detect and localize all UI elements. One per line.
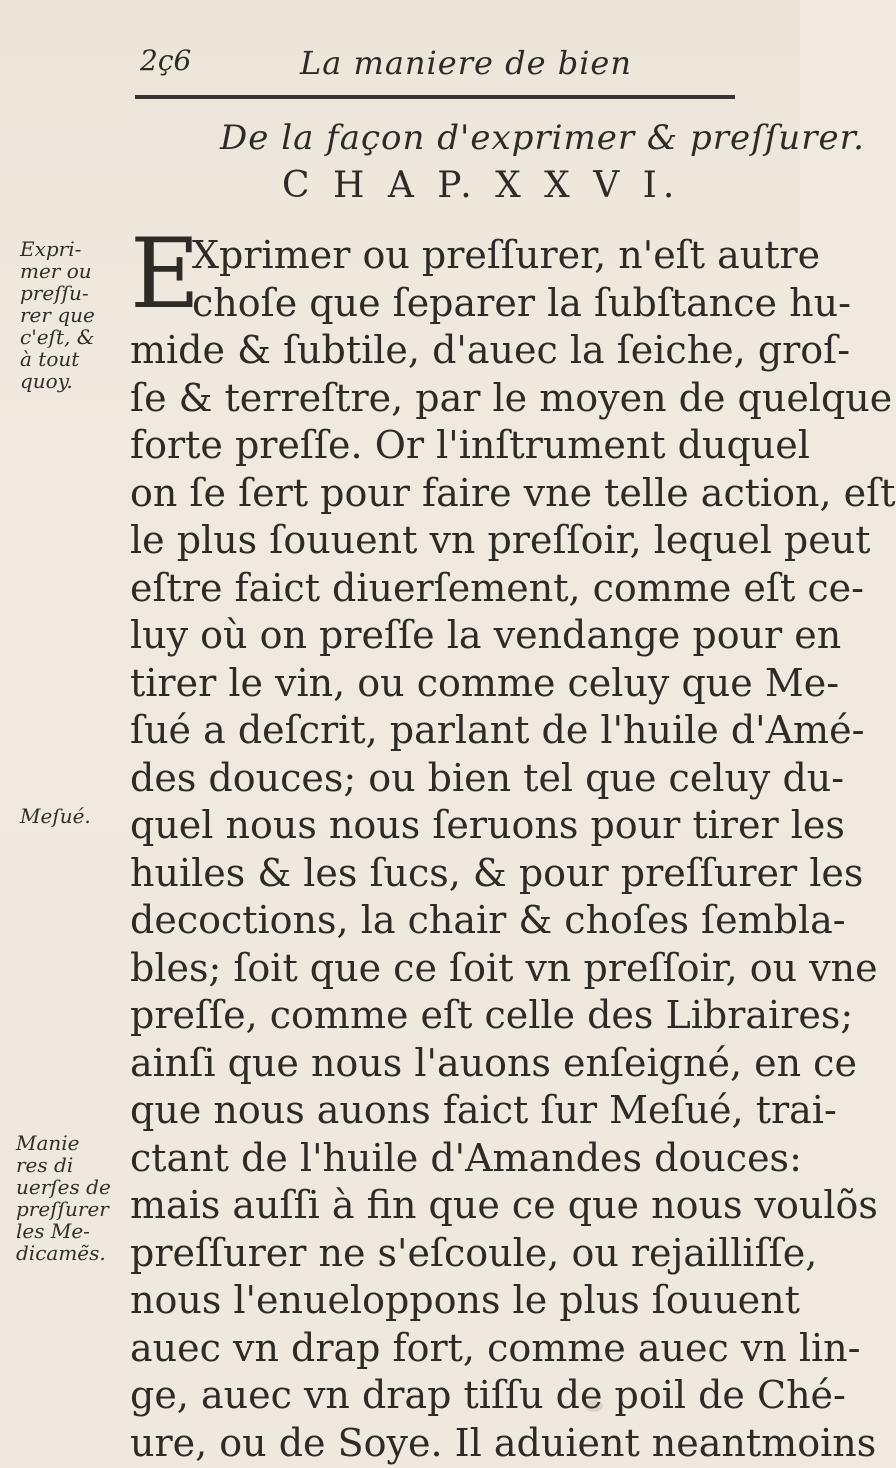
text-line: luy où on preſſe la vendange pour en [130,613,842,657]
text-line: que nous auons faict ſur Meſué, trai- [130,1088,837,1132]
drop-cap: E [130,218,201,330]
margin-note-line: à tout [20,347,80,371]
margin-note-line: quoy. [20,369,73,393]
margin-note-line: dicamẽs. [16,1241,106,1265]
margin-note-line: les Me- [16,1219,90,1243]
margin-note-line: preſſurer [16,1197,109,1221]
text-line: ge, auec vn drap tiſſu de poil de Ché- [130,1373,846,1417]
page-number: 2ç6 [140,44,192,77]
text-line: choſe que ſeparer la ſubſtance hu- [192,280,851,325]
text-line: ſe & terreſtre, par le moyen de quelque [130,375,893,420]
paper-stain [585,1400,603,1412]
section-title: De la façon d'exprimer & preſſurer. [220,118,865,158]
text-line: ainſi que nous l'auons enſeigné, en ce [130,1040,857,1085]
text-line: des douces; ou bien tel que celuy du- [130,755,845,800]
page-header [130,34,750,84]
text-line: forte preſſe. Or l'inſtrument duquel [130,423,810,467]
text-line: bles; ſoit que ce ſoit vn preſſoir, ou vne [130,945,878,990]
text-line: mide & ſubtile, d'auec la ſeiche, groſ- [130,328,851,372]
text-line: eſtre faict diuerſement, comme eſt ce- [130,565,864,610]
text-line: on ſe ſert pour faire vne telle action, eſt [130,470,896,515]
margin-note-line: Manie [16,1131,80,1155]
margin-note-line: rer que [20,303,95,327]
chapter-heading: C H A P. X X V I. [282,165,681,206]
margin-note-manners [16,1132,111,1264]
running-head: La maniere de bien [300,44,632,82]
margin-note-expression [20,238,95,392]
text-line: huiles & les ſucs, & pour preſſurer les [130,850,864,895]
text-line: nous l'enueloppons le plus ſouuent [130,1278,800,1322]
text-line: preſſe, comme eſt celle des Libraires; [130,993,854,1037]
text-line: ctant de l'huile d'Amandes douces: [130,1135,802,1180]
text-line: ure, ou de Soye. Il aduient neantmoins [130,1420,877,1465]
header-rule [135,95,735,99]
text-line: ſué a deſcrit, parlant de l'huile d'Amé- [130,708,865,752]
text-line: mais auſſi à fin que ce que nous voulõs [130,1183,878,1227]
text-line: preſſurer ne s'eſcoule, ou rejailliſſe, [130,1230,818,1275]
opening-block [130,218,851,330]
margin-note-mesue [20,805,91,827]
margin-note-line: Expri- [20,237,82,261]
margin-note-line: res di [16,1153,74,1177]
margin-note-line: preſſu- [20,281,89,305]
text-line: auec vn drap fort, comme auec vn lin- [130,1325,861,1370]
margin-note-line: mer ou [20,259,92,283]
text-line: tirer le vin, ou comme celuy que Me- [130,660,840,705]
text-line: quel nous nous ſeruons pour tirer les [130,803,845,847]
text-line: decoctions, la chair & choſes ſembla- [130,898,846,942]
text-line: Xprimer ou preſſurer, n'eſt autre [192,233,821,277]
margin-note-line: Meſué. [20,804,91,828]
margin-note-line: c'eſt, & [20,325,95,349]
margin-note-line: uerſes de [16,1175,111,1199]
text-line: le plus ſouuent vn preſſoir, lequel peut [130,518,871,562]
body-text [130,218,896,1467]
